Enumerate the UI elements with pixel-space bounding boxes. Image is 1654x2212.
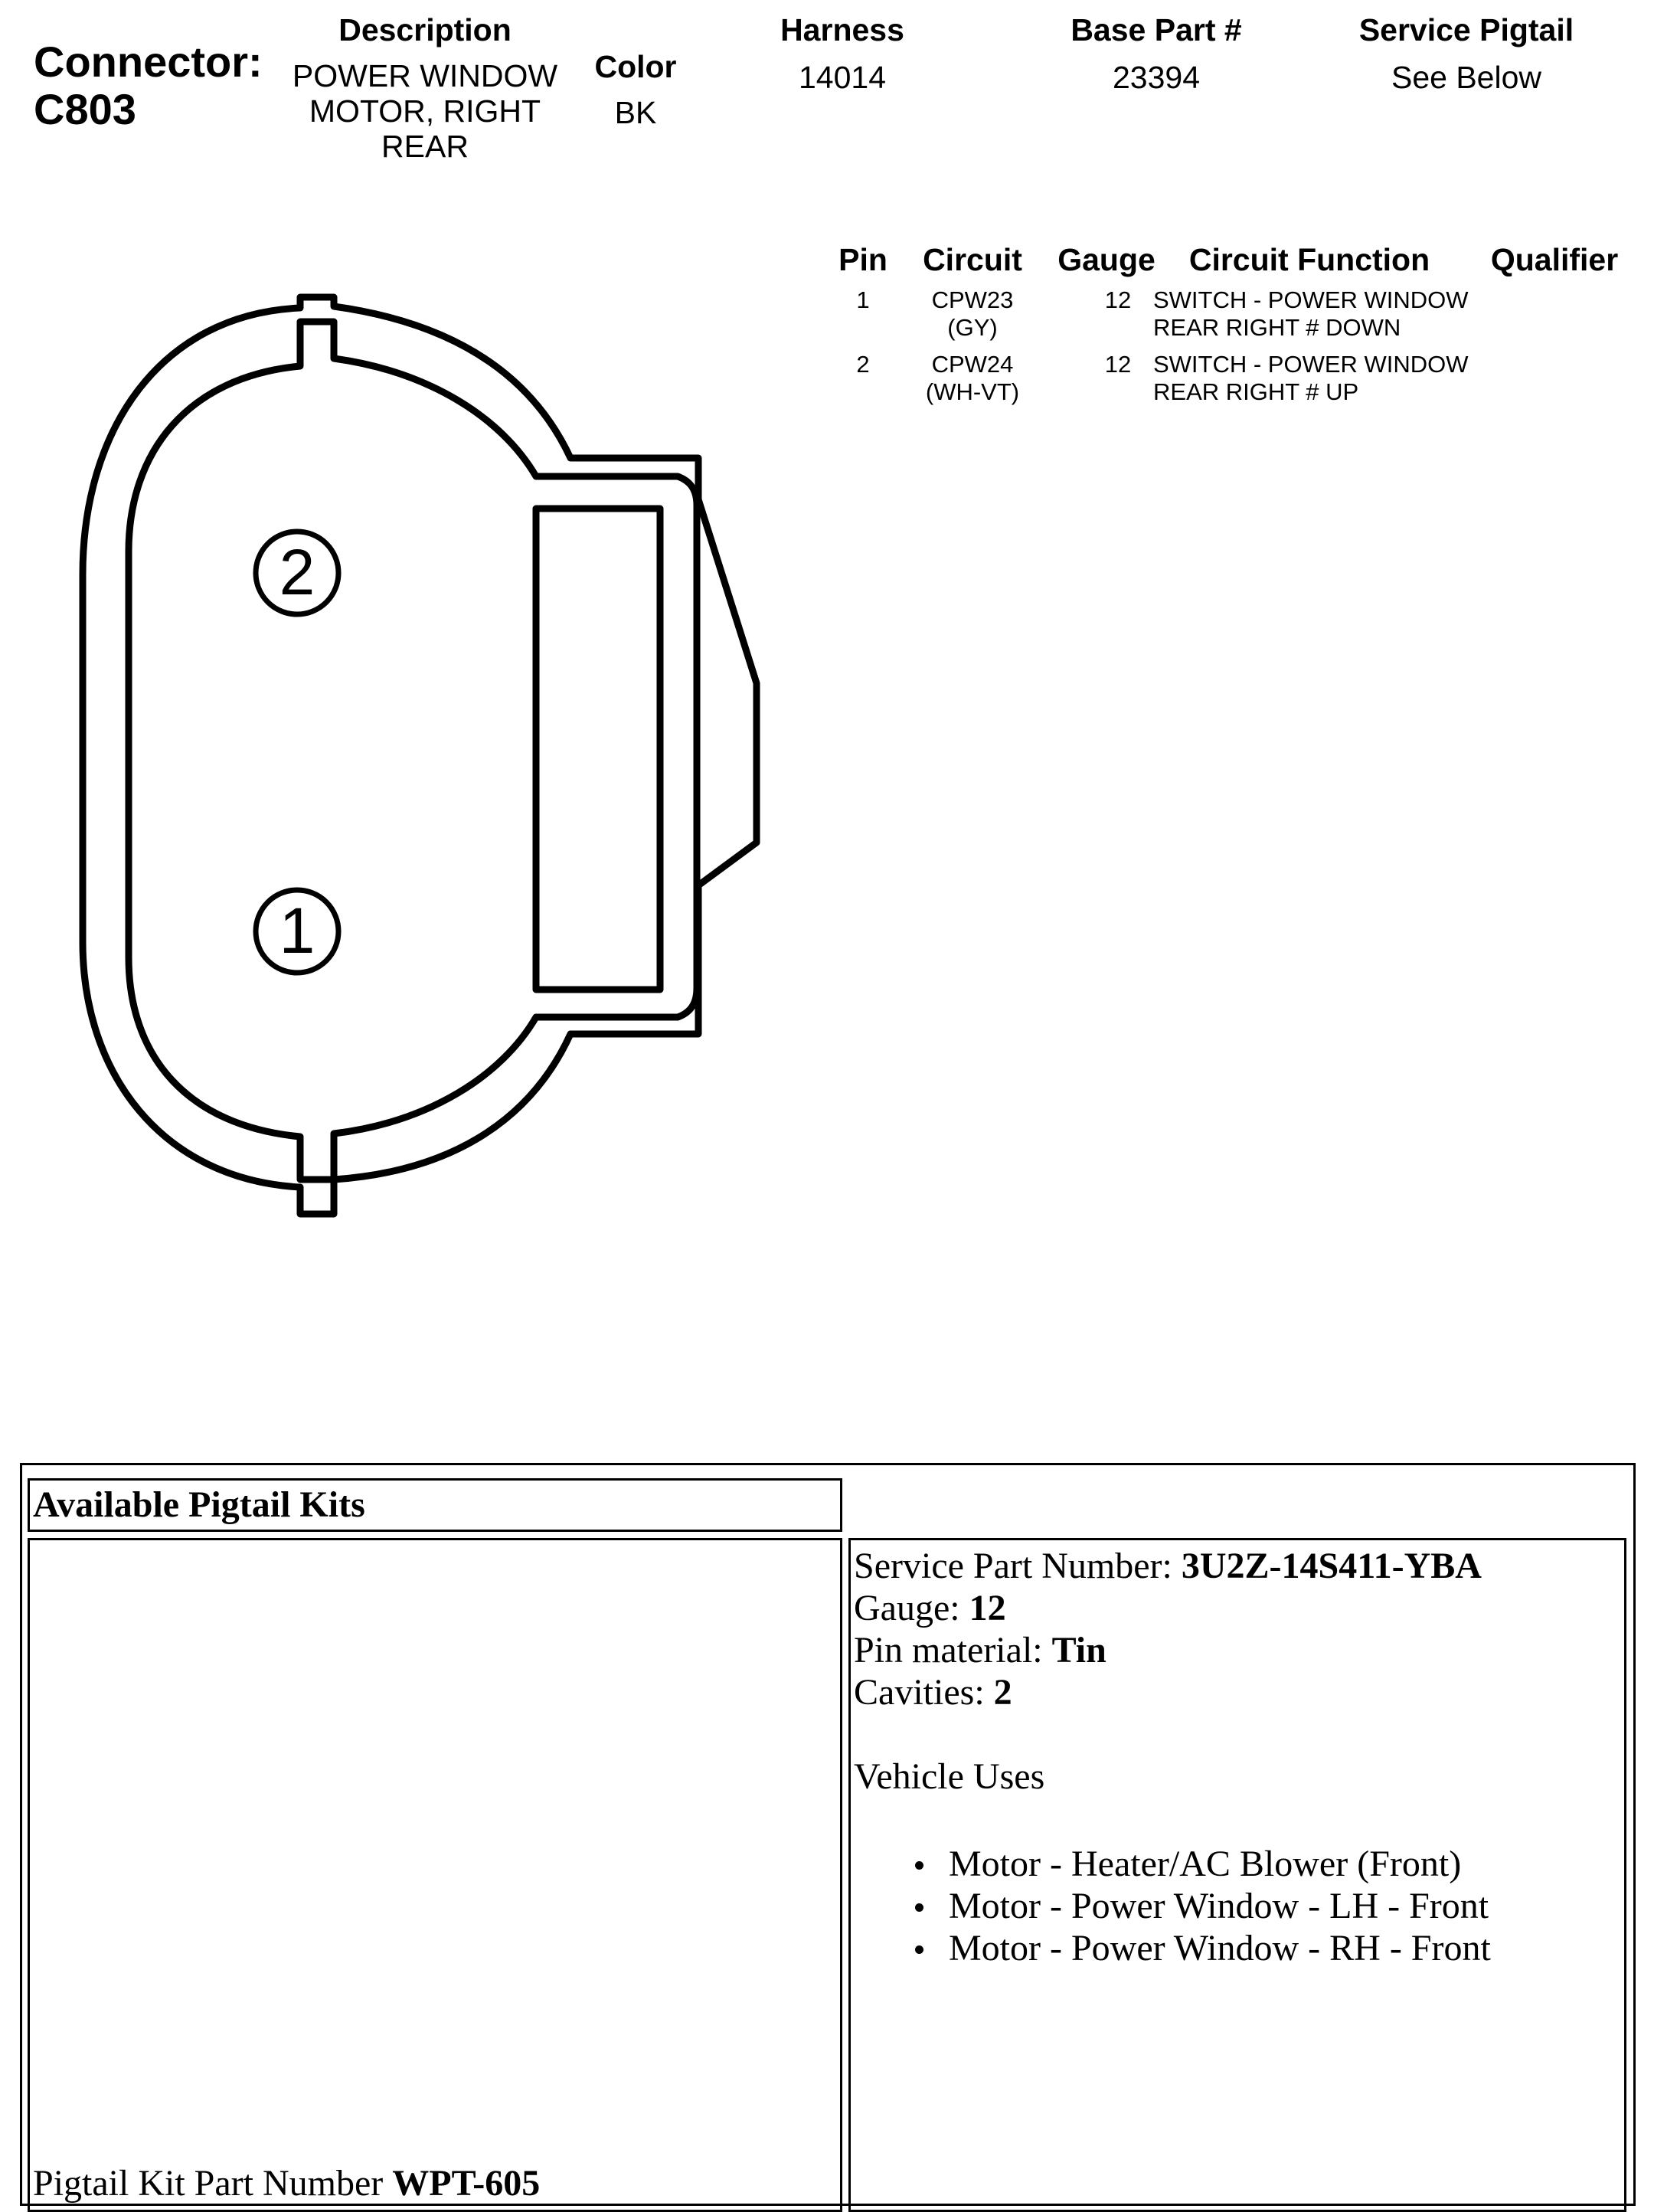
- gauge-cell: 12: [1104, 351, 1132, 378]
- kit-part-value: WPT-605: [392, 2163, 541, 2204]
- connector-id: C803: [34, 85, 136, 133]
- cavities-value: 2: [993, 1672, 1012, 1713]
- pin-number: 1: [856, 286, 870, 313]
- latch-box: [536, 509, 660, 990]
- gauge-cell: 12: [1104, 286, 1132, 313]
- gauge-header: Gauge: [1057, 242, 1156, 277]
- housing-inner-outline: [129, 322, 697, 1180]
- function-line: SWITCH - POWER WINDOW: [1153, 286, 1469, 313]
- pigtail-kit-part: [33, 2162, 540, 2204]
- service-pigtail-label: Service Pigtail: [1358, 12, 1574, 47]
- circuit-color: (GY): [947, 314, 998, 341]
- gauge-value: 12: [969, 1588, 1006, 1628]
- cavity-1: [256, 890, 338, 973]
- pigtail-image-cell: [28, 1538, 842, 2212]
- pin-number: 2: [856, 351, 870, 378]
- connector-heading: [34, 38, 263, 133]
- harness-value: 14014: [798, 60, 886, 95]
- gauge-line: [854, 1587, 1624, 1629]
- pigtail-heading-cell: [28, 1478, 842, 1532]
- list-item: Motor - Heater/AC Blower (Front): [854, 1843, 1624, 1885]
- connector-face-diagram: [0, 276, 796, 1241]
- harness-label: Harness: [780, 12, 904, 47]
- qualifier-header: Qualifier: [1490, 242, 1619, 277]
- circuit-color: (WH-VT): [925, 378, 1020, 405]
- function-line: REAR RIGHT # UP: [1153, 378, 1359, 405]
- table-row: [827, 286, 1639, 348]
- service-pigtail-value: See Below: [1391, 60, 1541, 95]
- service-part-label: Service Part Number:: [854, 1546, 1182, 1586]
- vehicle-uses-label: Vehicle Uses: [854, 1756, 1045, 1797]
- pin-material-value: Tin: [1051, 1630, 1106, 1670]
- list-item: Motor - Power Window - LH - Front: [854, 1885, 1624, 1927]
- circuit-cell: [904, 351, 1041, 406]
- cavity-2: [256, 532, 338, 614]
- cavities-line: [854, 1671, 1624, 1713]
- cavities-label: Cavities:: [854, 1672, 994, 1713]
- pin-material-label: Pin material:: [854, 1630, 1052, 1670]
- list-item: Motor - Power Window - RH - Front: [854, 1927, 1624, 1969]
- pigtail-details: [851, 1540, 1624, 1969]
- pin-table: [827, 242, 1639, 418]
- circuit-cell: [904, 286, 1041, 342]
- pin-header: Pin: [838, 242, 887, 277]
- base-part-value: 23394: [1112, 60, 1200, 95]
- gauge-label: Gauge:: [854, 1588, 969, 1628]
- service-part-value: 3U2Z-14S411-YBA: [1181, 1546, 1482, 1586]
- circuit-id: CPW23: [931, 286, 1014, 313]
- cavity-2-label: 2: [279, 536, 315, 608]
- pin-material-line: [854, 1629, 1624, 1671]
- function-line: SWITCH - POWER WINDOW: [1153, 351, 1469, 378]
- function-header: Circuit Function: [1188, 242, 1430, 277]
- base-part-label: Base Part #: [1071, 12, 1242, 47]
- function-line: REAR RIGHT # DOWN: [1153, 314, 1401, 341]
- function-cell: [1153, 286, 1475, 342]
- vehicle-uses-list: [854, 1843, 1624, 1969]
- circuit-id: CPW24: [931, 351, 1014, 378]
- service-part-line: [854, 1545, 1624, 1587]
- table-row: [827, 351, 1639, 412]
- kit-part-label: Pigtail Kit Part Number: [33, 2163, 393, 2204]
- color-value: BK: [614, 95, 657, 130]
- housing-outline: [83, 297, 757, 1214]
- color-label: Color: [594, 49, 677, 84]
- pigtail-details-cell: [848, 1538, 1626, 2212]
- function-cell: [1153, 351, 1475, 406]
- description-label: Description: [338, 12, 512, 47]
- description-value: POWER WINDOW MOTOR, RIGHT REAR: [292, 58, 558, 164]
- circuit-header: Circuit: [923, 242, 1022, 277]
- pigtail-heading: Available Pigtail Kits: [33, 1484, 365, 1525]
- cavity-1-label: 1: [279, 895, 315, 967]
- connector-label: Connector:: [34, 38, 263, 86]
